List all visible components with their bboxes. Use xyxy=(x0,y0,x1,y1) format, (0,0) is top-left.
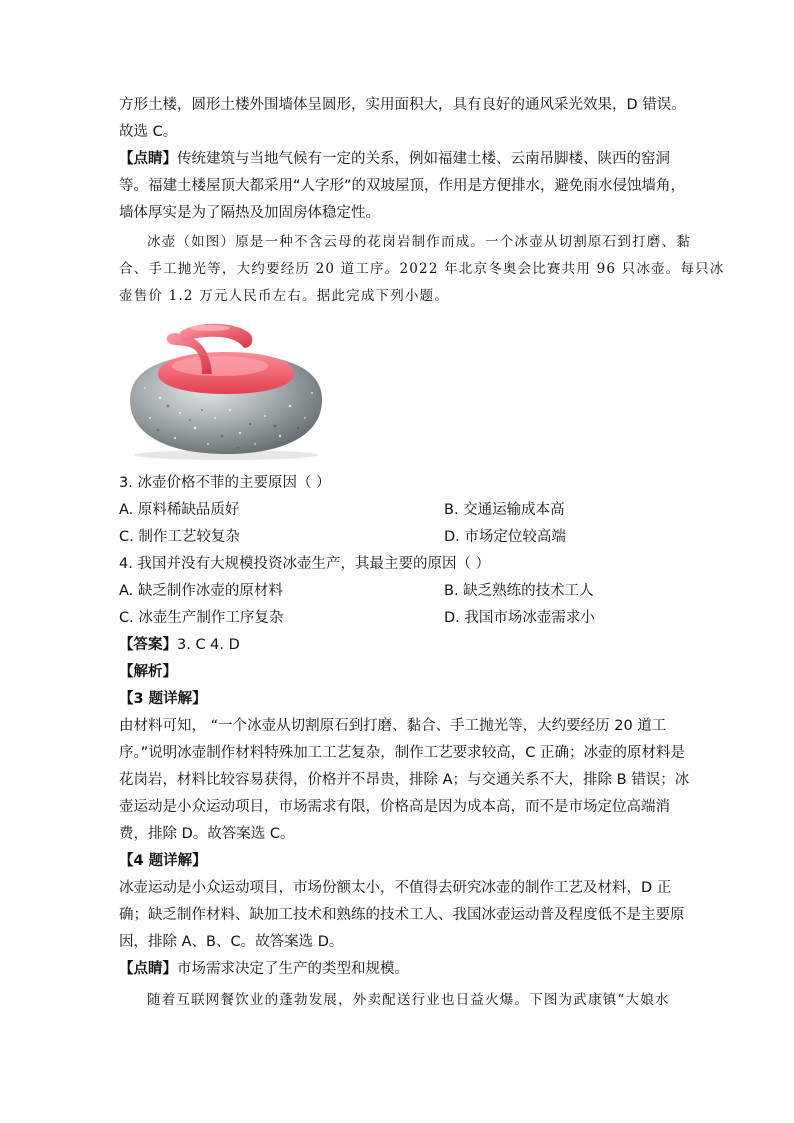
paragraph-line: 壶运动是小众运动项目，市场需求有限，价格高是因为成本高，而不是市场定位高端消 xyxy=(119,799,670,815)
paragraph-line: 因，排除 A、B、C。故答案选 D。 xyxy=(119,934,344,950)
paragraph-line: 费，排除 D。故答案选 C。 xyxy=(119,826,295,842)
option-b: B. 交通运输成本高 xyxy=(444,502,565,518)
paragraph-line: 等。福建土楼屋顶大都采用“人字形”的双坡屋顶，作用是方便排水，避免雨水侵蚀墙角， xyxy=(119,178,686,194)
curling-stone-icon xyxy=(120,318,332,460)
material-line: 随着互联网餐饮业的蓬勃发展，外卖配送行业也日益火爆。下图为武康镇“大娘水 xyxy=(147,992,670,1008)
option-c: C. 冰壶生产制作工序复杂 xyxy=(119,610,284,626)
dianjing-text: 传统建筑与当地气候有一定的关系，例如福建土楼、云南吊脚楼、陕西的窑洞 xyxy=(177,151,670,167)
dianjing-text: 市场需求决定了生产的类型和规模。 xyxy=(177,961,409,977)
material-line: 壶售价 1.2 万元人民币左右。据此完成下列小题。 xyxy=(119,288,450,304)
question-stem: 4. 我国并没有大规模投资冰壶生产，其最主要的原因（ ） xyxy=(119,556,491,572)
option-d: D. 我国市场冰壶需求小 xyxy=(444,610,595,626)
option-a: A. 缺乏制作冰壶的原材料 xyxy=(119,583,283,599)
option-b: B. 缺乏熟练的技术工人 xyxy=(444,583,594,599)
dianjing-label: 【点睛】 xyxy=(119,961,177,977)
paragraph-line: 确；缺乏制作材料、缺加工技术和熟练的技术工人、我国冰壶运动普及程度低不是主要原 xyxy=(119,907,685,923)
option-d: D. 市场定位较高端 xyxy=(444,529,566,545)
paragraph-line: 序。”说明冰壶制作材料特殊加工工艺复杂，制作工艺要求较高，C 正确；冰壶的原材料是 xyxy=(119,745,685,761)
paragraph-line: 墙体厚实是为了隔热及加固房体稳定性。 xyxy=(119,205,380,221)
material-line: 冰壶（如图）原是一种不含云母的花岗岩制作而成。一个冰壶从切割原石到打磨、黏 xyxy=(147,234,691,250)
q4-detail-label: 【4 题详解】 xyxy=(119,853,207,869)
answer-label: 【答案】 xyxy=(119,637,177,653)
option-a: A. 原料稀缺品质好 xyxy=(119,502,240,518)
paragraph-line: 冰壶运动是小众运动项目，市场份额太小，不值得去研究冰壶的制作工艺及材料，D 正 xyxy=(119,880,672,896)
dianjing-paragraph xyxy=(119,959,409,979)
paragraph-line: 花岗岩，材料比较容易获得，价格并不昂贵，排除 A；与交通关系不大，排除 B 错误；冰 xyxy=(119,772,690,788)
dianjing-paragraph xyxy=(119,149,670,169)
option-c: C. 制作工艺较复杂 xyxy=(119,529,240,545)
answer-line xyxy=(119,635,240,655)
material-line: 合、手工抛光等，大约要经历 20 道工序。2022 年北京冬奥会比赛共用 96 只冰壶。每只冰 xyxy=(119,261,725,277)
answer-text: 3. C 4. D xyxy=(177,637,240,653)
paragraph-line: 由材料可知， “一个冰壶从切割原石到打磨、黏合、手工抛光等，大约要经历 20 道工 xyxy=(119,718,667,734)
paragraph-line: 故选 C。 xyxy=(119,124,178,140)
analysis-label: 【解析】 xyxy=(119,664,177,680)
q3-detail-label: 【3 题详解】 xyxy=(119,691,207,707)
question-stem: 3. 冰壶价格不菲的主要原因（ ） xyxy=(119,475,331,491)
dianjing-label: 【点睛】 xyxy=(119,151,177,167)
paragraph-line: 方形土楼，圆形土楼外围墙体呈圆形，实用面积大，具有良好的通风采光效果，D 错误。 xyxy=(119,97,686,113)
